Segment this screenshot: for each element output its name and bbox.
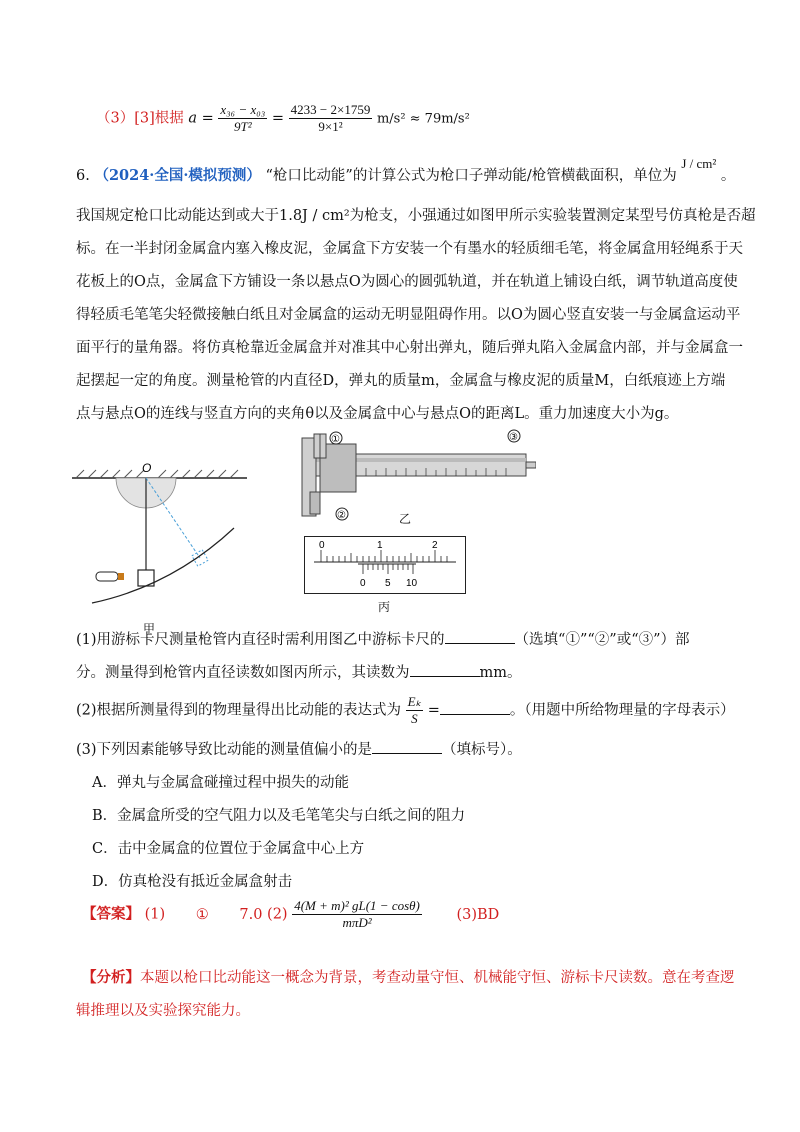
vernier-0: 0 (360, 578, 366, 589)
answer-line (82, 898, 499, 931)
vernier-10: 10 (406, 578, 418, 589)
frac1-numerator: x₃₆ − x₀₃ (220, 102, 266, 117)
subq-1-text-b: （选填“①”“②”或“③”）部 (514, 632, 690, 648)
main-scale-2: 2 (432, 540, 438, 551)
frac1-denominator: 9T² (234, 119, 252, 134)
subq-3-line (76, 738, 522, 759)
subq-1-text-c: 分。测量得到枪管内直径读数如图丙所示，其读数为 (76, 665, 410, 681)
option-a: A．弹丸与金属盒碰撞过程中损失的动能 (92, 775, 349, 791)
answer-p1: (1) (144, 906, 166, 923)
body-line-6: 起摆起一定的角度。测量枪管的内直径D，弹丸的质量m，金属盒与橡皮泥的质量M，白纸痕迹上方端 (76, 373, 726, 389)
answer-p2: (2) (267, 906, 288, 923)
answer-1b: 7.0 (239, 906, 263, 923)
main-scale-1: 1 (377, 540, 383, 551)
prev-answer-tail: m/s² ≈ 79m/s² (376, 111, 470, 127)
prev-answer-label: （3）[3]根据 (96, 110, 184, 127)
figure-jia-label: 甲 (143, 622, 156, 636)
subq-2-denominator: S (411, 711, 418, 726)
body-line-1: 我国规定枪口比动能达到或大于1.8J / cm²为枪支，小强通过如图甲所示实验装置测定某型号仿真枪是否超 (76, 208, 756, 224)
prev-answer-line: （3）[3]根据 a = $\frac{\text{x₃₆ − x₀₃}}{\text{9T²}}$ = $\frac{4233 - 2\times 1759}{\text{9×1²}}$ m/s² ≈ 79m/s² (96, 102, 470, 134)
prev-answer-frac2 (289, 102, 373, 135)
frac2-denominator: 9×1² (318, 119, 343, 134)
figure-bing-vernier (304, 536, 466, 594)
body-line-2: 标。在一半封闭金属盒内塞入橡皮泥，金属盒下方安装一个有墨水的轻质细毛笔，将金属盒用轻绳系于天 (76, 241, 743, 257)
question-unit: J / cm² (681, 156, 717, 171)
subq-1-line-a (76, 628, 690, 649)
subq-2-text-a: (2)根据所测量得到的物理量得出比动能的表达式为 (76, 702, 402, 719)
figure-yi-label: 乙 (399, 512, 412, 526)
question-header (76, 156, 736, 185)
subq-2-frac (406, 694, 423, 727)
answer-label: 【答案】 (82, 905, 140, 923)
subq-3-text-b: （填标号）。 (442, 742, 522, 758)
answer-2-numerator: 4(M + m)² gL(1 − cosθ) (294, 898, 420, 913)
prev-answer-frac1 (218, 102, 267, 135)
option-b: B．金属盒所受的空气阻力以及毛笔笔尖与白纸之间的阻力 (92, 808, 466, 824)
figure-jia (72, 458, 247, 618)
subq-3-blank (372, 739, 442, 754)
figure-bing-label: 丙 (378, 600, 391, 614)
figure-yi-caliper (296, 424, 536, 524)
subq-1-line-b (76, 661, 522, 682)
body-line-7: 点与悬点O的连线与竖直方向的夹角θ以及金属盒中心与悬点O的距离L。重力加速度大小为g。 (76, 406, 679, 422)
frac2-numerator: 4233 − 2×1759 (290, 102, 371, 117)
arc-track (92, 528, 234, 603)
answer-2-denominator: mπD² (342, 915, 372, 930)
question-period: 。 (720, 168, 736, 184)
option-d: D．仿真枪没有抵近金属盒射击 (92, 874, 293, 890)
subq-3-text: (3)下列因素能够导致比动能的测量值偏小的是 (76, 742, 373, 758)
answer-2-frac (292, 898, 422, 931)
question-source: （2024·全国·模拟预测） (94, 167, 261, 184)
body-line-5: 面平行的量角器。将仿真枪靠近金属盒并对准其中心射出弹丸，随后弹丸陷入金属盒内部，并与金属盒一 (76, 340, 743, 356)
mark-1: ① (331, 434, 340, 445)
subq-2-blank (440, 700, 510, 715)
question-number: 6. (76, 168, 90, 184)
subq-1-blank-1 (445, 629, 515, 644)
mark-2: ② (337, 510, 346, 521)
answer-p3: (3)BD (456, 906, 500, 923)
mark-3: ③ (509, 432, 518, 443)
body-line-3: 花板上的O点，金属盒下方铺设一条以悬点O为圆心的圆弧轨道，并在轨道上铺设白纸，调节轨道高度使 (76, 274, 738, 290)
subq-1-text-d: mm。 (479, 665, 522, 681)
subq-1-text-a: (1)用游标卡尺测量枪管内直径时需利用图乙中游标卡尺的 (76, 632, 445, 648)
subq-2-line (76, 694, 735, 727)
bullet-icon (96, 572, 118, 581)
option-c: C．击中金属盒的位置位于金属盒中心上方 (92, 841, 365, 857)
prev-answer-lhs: a = (188, 110, 214, 127)
subq-1-blank-2 (410, 662, 480, 677)
answer-1: ① (195, 906, 209, 923)
analysis-text-1: 本题以枪口比动能这一概念为背景，考查动量守恒、机械能守恒、游标卡尺读数。意在考查逻 (140, 970, 735, 986)
subq-2-text-b: 。（用题中所给物理量的字母表示） (509, 702, 735, 719)
pivot-o-label: O (142, 461, 152, 475)
analysis-line-2: 辑推理以及实验探究能力。 (76, 1003, 250, 1019)
question-intro: “枪口比动能”的计算公式为枪口子弹动能/枪管横截面积，单位为 (265, 168, 677, 184)
analysis-line-1 (82, 966, 735, 987)
subq-2-eq: = (427, 702, 440, 719)
subq-2-numerator: Eₖ (407, 694, 422, 709)
body-line-4: 得轻质毛笔笔尖轻微接触白纸且对金属盒的运动无明显阻碍作用。以O为圆心竖直安装一与金属盒运动平 (76, 307, 741, 323)
vernier-5: 5 (385, 578, 391, 589)
analysis-label: 【分析】 (82, 969, 140, 986)
main-scale-0: 0 (319, 540, 325, 551)
